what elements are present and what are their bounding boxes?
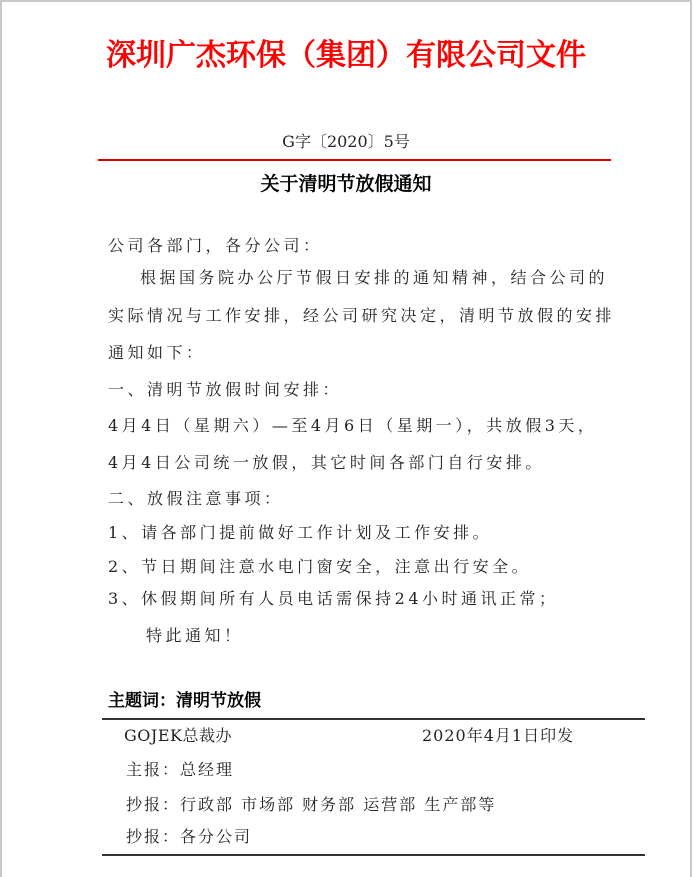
red-divider <box>98 159 611 161</box>
intro-line-3: 通知如下： <box>108 343 206 362</box>
cc-branches: 抄报：各分公司 <box>126 827 253 846</box>
section2-item-2: 2、节日期间注意水电门窗安全，注意出行安全。 <box>108 557 532 576</box>
section2-item-3: 3、休假期间所有人员电话需保持24小时通讯正常； <box>108 589 559 608</box>
main-report: 主报：总经理 <box>126 760 235 779</box>
subject-keywords: 主题词：清明节放假 <box>108 691 261 711</box>
notice-title: 关于清明节放假通知 <box>260 173 432 195</box>
footer-top-divider <box>102 718 645 720</box>
issue-date: 2020年4月1日印发 <box>422 726 575 745</box>
cc-departments: 抄报：行政部 市场部 财务部 运营部 生产部等 <box>126 795 497 814</box>
section2-item-1: 1、请各部门提前做好工作计划及工作安排。 <box>108 523 493 542</box>
salutation: 公司各部门，各分公司： <box>108 236 323 255</box>
section1-line-1: 4月4日（星期六）—至4月6日（星期一），共放假3天， <box>108 416 598 435</box>
closing-remark: 特此通知！ <box>146 626 244 645</box>
document-number: G字〔2020〕5号 <box>282 132 410 151</box>
document-header-title: 深圳广杰环保（集团）有限公司文件 <box>106 38 586 73</box>
intro-line-2: 实际情况与工作安排，经公司研究决定，清明节放假的安排 <box>108 306 616 325</box>
section1-line-2: 4月4日公司统一放假，其它时间各部门自行安排。 <box>108 453 545 472</box>
section1-heading: 一、清明节放假时间安排： <box>108 380 343 399</box>
issuer: GOJEK总裁办 <box>124 726 232 745</box>
intro-line-1: 根据国务院办公厅节假日安排的通知精神，结合公司的 <box>140 268 609 287</box>
section2-heading: 二、放假注意事项： <box>108 489 284 508</box>
footer-bottom-divider <box>102 854 645 856</box>
